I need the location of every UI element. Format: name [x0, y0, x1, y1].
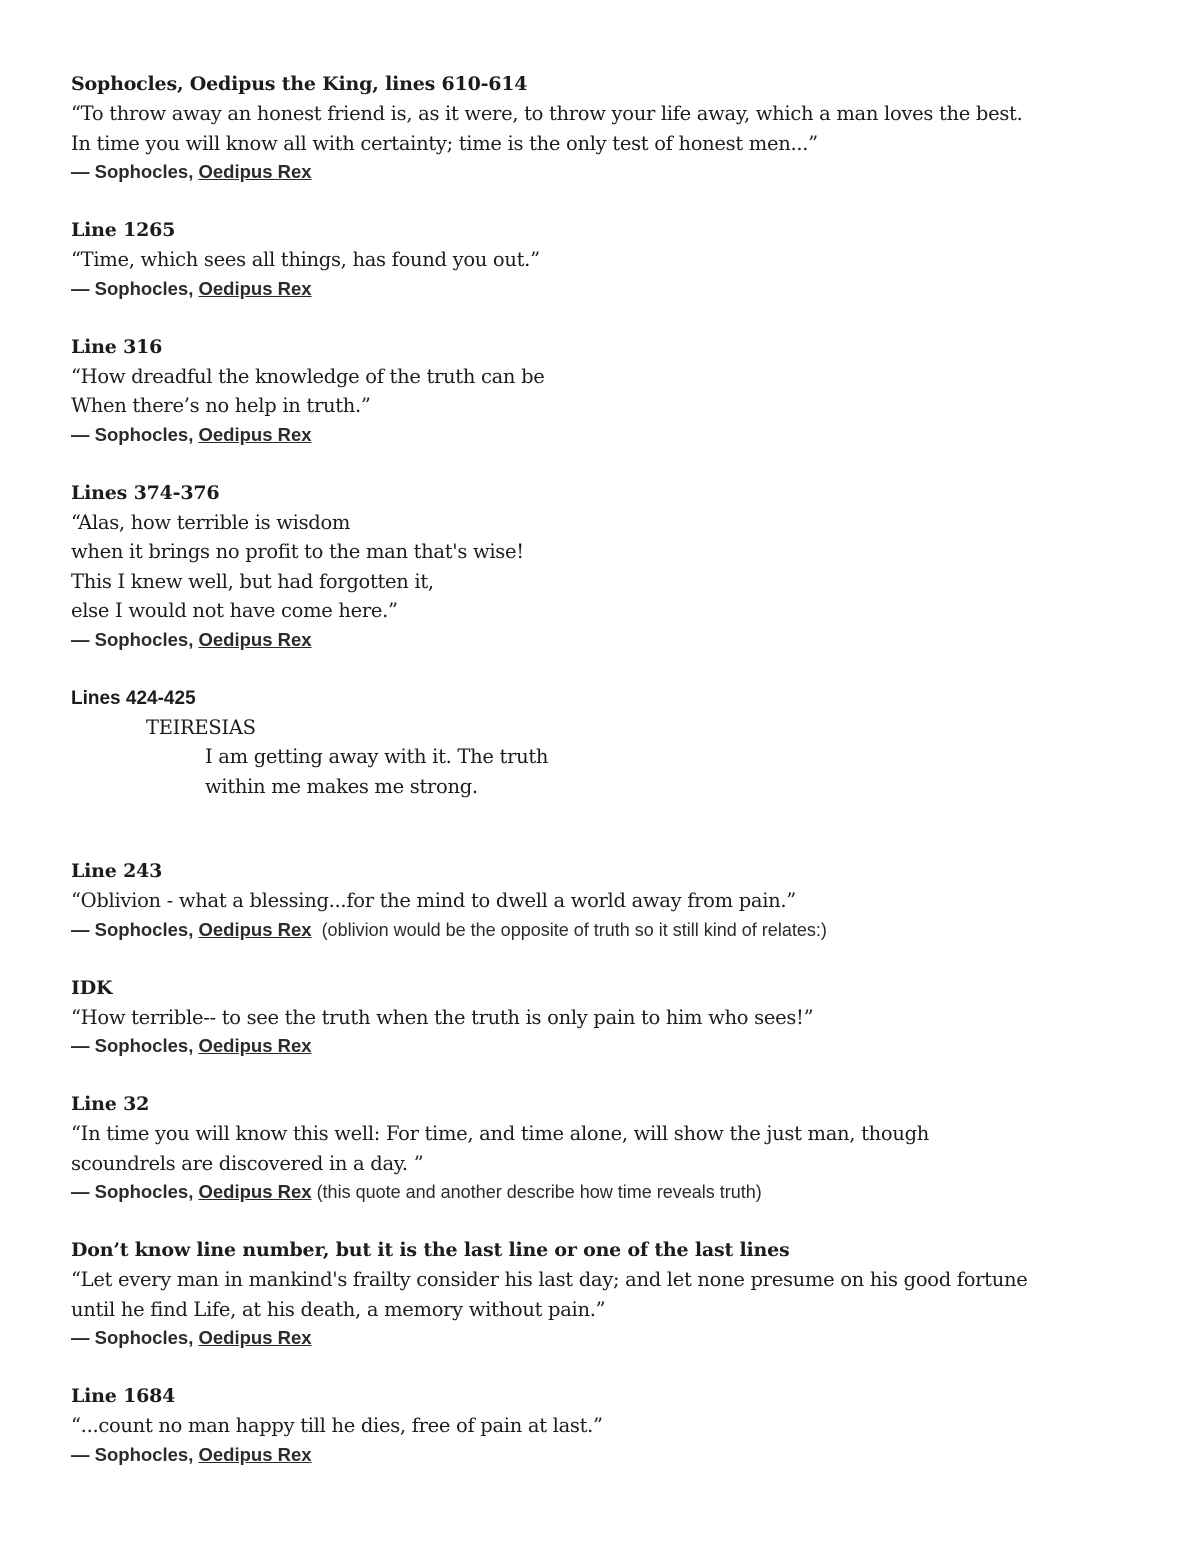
attribution-note: (oblivion would be the opposite of truth so it still kind of relates:): [311, 919, 827, 940]
quote-line: This I knew well, but had forgotten it,: [71, 569, 434, 593]
attribution: [71, 1441, 1151, 1469]
source-link[interactable]: Oedipus Rex: [198, 918, 312, 940]
source-link[interactable]: Oedipus Rex: [198, 277, 312, 299]
attribution-prefix: — Sophocles,: [71, 423, 199, 445]
quote-block: [71, 974, 1151, 1061]
quote-heading: Line 243: [71, 860, 163, 882]
attribution: [71, 1032, 1151, 1060]
speech-line: within me makes me strong.: [205, 774, 478, 798]
source-link[interactable]: Oedipus Rex: [198, 628, 312, 650]
quote-heading: Lines 374-376: [71, 481, 220, 504]
attribution-prefix: — Sophocles,: [71, 1035, 199, 1056]
attribution-note: (this quote and another describe how time reveals truth): [311, 1182, 762, 1202]
quote-line: scoundrels are discovered in a day. ”: [71, 1151, 424, 1175]
quote-block: [71, 333, 1151, 449]
quote-line: “In time you will know this well: For time, and time alone, will show the just man, though: [71, 1122, 930, 1145]
quote-heading: IDK: [71, 976, 113, 999]
teiresias-block: [71, 684, 1151, 802]
quote-line: In time you will know all with certainty; time is the only test of honest men...”: [71, 131, 818, 155]
attribution: [71, 1178, 1151, 1206]
source-link[interactable]: Oedipus Rex: [198, 161, 312, 182]
attribution: [71, 626, 1151, 654]
quote-line: “Oblivion - what a blessing...for the mind to dwell a world away from pain.”: [71, 889, 796, 912]
attribution: [71, 275, 1151, 303]
quote-block: [71, 1236, 1151, 1352]
quote-line: “How terrible-- to see the truth when the truth is only pain to him who sees!”: [71, 1005, 814, 1029]
quote-block: [71, 1382, 1151, 1469]
quote-line: else I would not have come here.”: [71, 599, 398, 622]
quote-line: When there’s no help in truth.”: [71, 394, 371, 417]
quote-block: [71, 1090, 1151, 1206]
quote-heading: Line 316: [71, 335, 163, 358]
spacer: [71, 801, 1151, 857]
source-link[interactable]: Oedipus Rex: [198, 1035, 312, 1056]
source-link[interactable]: Oedipus Rex: [198, 1443, 312, 1465]
quote-line: “How dreadful the knowledge of the truth can be: [71, 364, 545, 388]
attribution-prefix: — Sophocles,: [71, 1443, 199, 1465]
quote-line: “...count no man happy till he dies, free of pain at last.”: [71, 1414, 603, 1437]
quote-block: [71, 70, 1151, 186]
quote-heading: Don’t know line number, but it is the last line or one of the last lines: [71, 1239, 790, 1261]
attribution: [71, 421, 1151, 449]
quote-heading: Line 1265: [71, 219, 176, 241]
source-link[interactable]: Oedipus Rex: [198, 1327, 312, 1348]
quote-block: [71, 216, 1151, 303]
quote-line: when it brings no profit to the man that's wise!: [71, 540, 524, 563]
document-page: [71, 70, 1151, 1499]
attribution-prefix: — Sophocles,: [71, 277, 199, 299]
source-link[interactable]: Oedipus Rex: [198, 423, 312, 445]
attribution-prefix: — Sophocles,: [71, 1327, 199, 1348]
attribution-prefix: — Sophocles,: [71, 628, 199, 650]
quote-block: [71, 857, 1151, 944]
attribution-prefix: — Sophocles,: [71, 1181, 199, 1202]
quote-line: until he find Life, at his death, a memory without pain.”: [71, 1297, 606, 1321]
quote-heading: Sophocles, Oedipus the King, lines 610-614: [71, 73, 528, 95]
quote-heading: Line 32: [71, 1093, 150, 1115]
quote-block: [71, 479, 1151, 654]
quote-line: “Let every man in mankind's frailty consider his last day; and let none presume on his good fortune: [71, 1268, 1028, 1291]
quote-line: “To throw away an honest friend is, as it were, to throw your life away, which a man loves the best.: [71, 102, 1023, 125]
attribution-prefix: — Sophocles,: [71, 918, 199, 940]
attribution: [71, 916, 1151, 944]
attribution: [71, 1324, 1151, 1352]
attribution: [71, 158, 1151, 186]
source-link[interactable]: Oedipus Rex: [198, 1181, 312, 1202]
quote-line: “Time, which sees all things, has found you out.”: [71, 248, 540, 271]
quote-heading: Lines 424-425: [71, 687, 196, 709]
speaker-name: TEIRESIAS: [146, 715, 256, 739]
speech-line: I am getting away with it. The truth: [205, 745, 549, 768]
quote-heading: Line 1684: [71, 1385, 176, 1407]
attribution-prefix: — Sophocles,: [71, 161, 199, 182]
quote-line: “Alas, how terrible is wisdom: [71, 510, 351, 534]
